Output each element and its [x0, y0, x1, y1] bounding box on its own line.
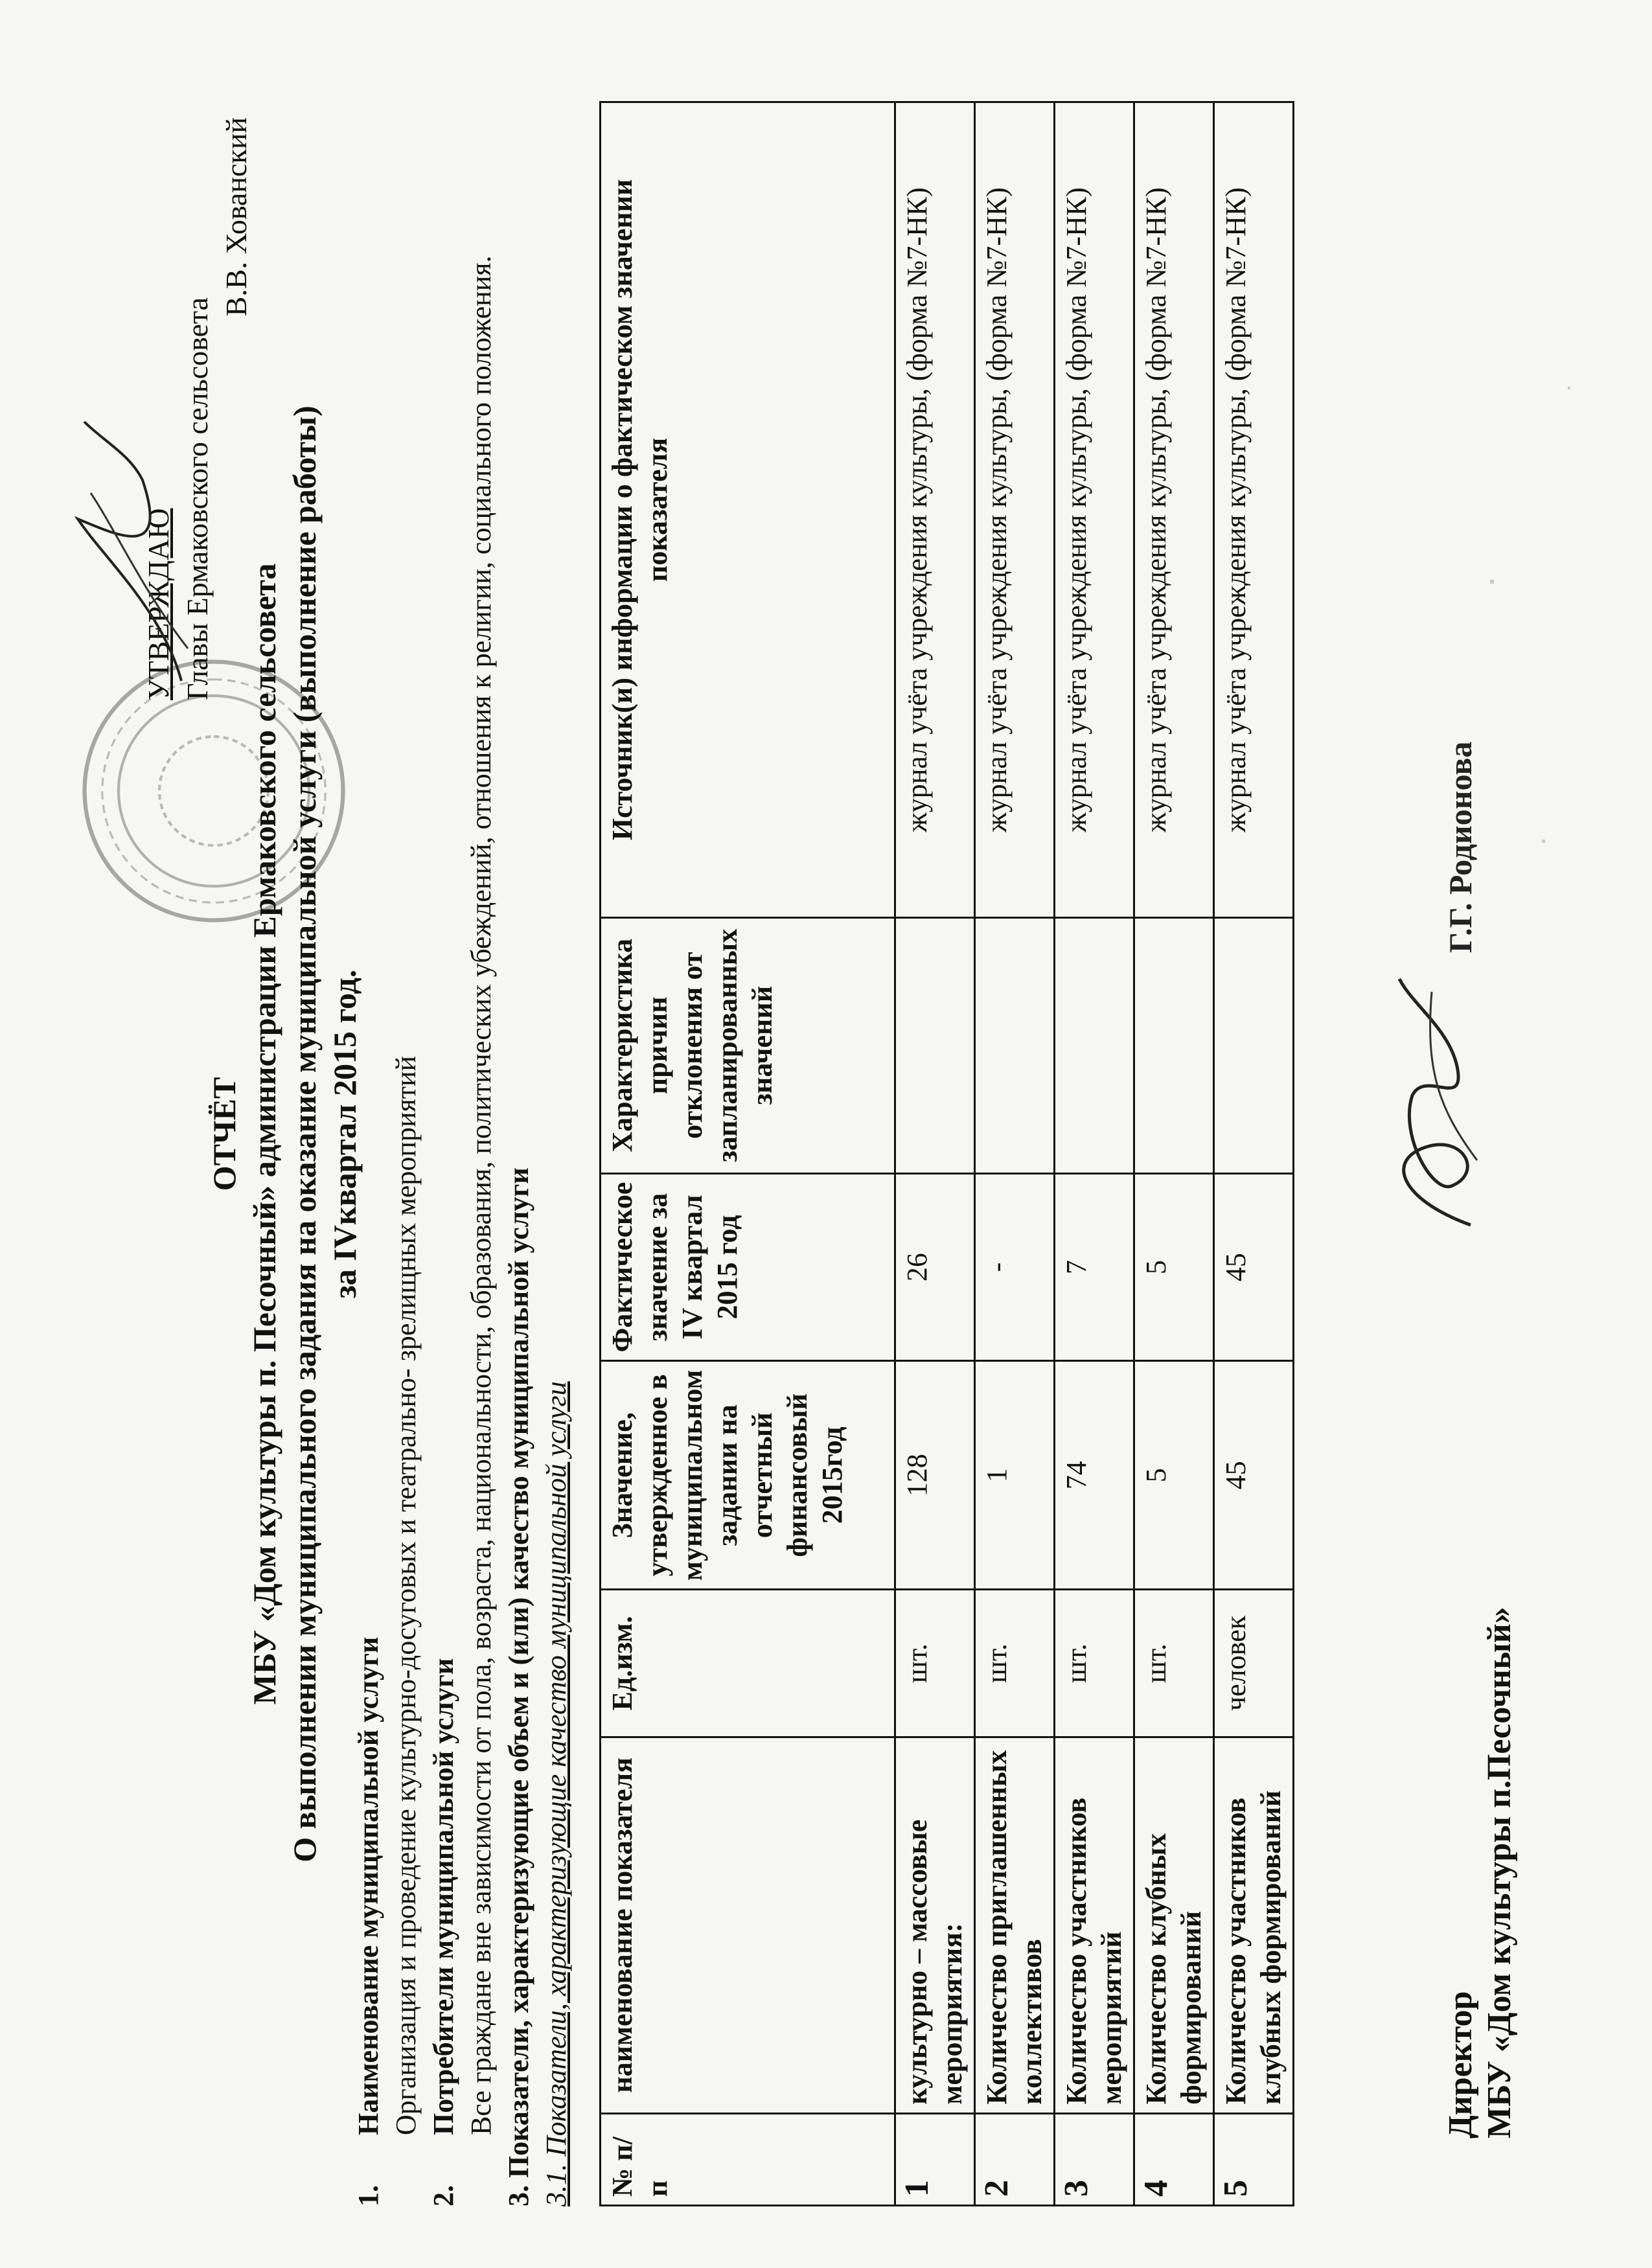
row-deviation — [1055, 917, 1134, 1173]
section-1-title: Наименование муниципальной услуги — [352, 1636, 384, 2135]
row-deviation — [1134, 917, 1214, 1173]
row-source: журнал учёта учреждения культуры, (форма №7-НК) — [895, 102, 975, 918]
table-row — [975, 102, 1055, 2206]
section-1-text: Организация и проведение культурно-досуговых и театрально- зрелищных мероприятий — [390, 1055, 422, 2135]
row-name: Количество приглашенных коллективов — [975, 1737, 1055, 2114]
header-unit: Ед.изм. — [601, 1590, 895, 1737]
header-deviation: Характеристика причин отклонения от запланированных значений — [601, 917, 895, 1173]
row-actual: - — [975, 1173, 1055, 1361]
row-unit: шт. — [1055, 1590, 1134, 1737]
approval-position: Главы Ермаковского сельсовета — [181, 297, 214, 700]
table-row — [895, 102, 975, 2206]
scan-speck — [1490, 580, 1494, 584]
scan-speck — [1568, 387, 1570, 389]
director-title: Директор — [1442, 1991, 1479, 2138]
section-1-number: 1. — [352, 2185, 384, 2206]
row-num: 5 — [1214, 2113, 1294, 2205]
row-source: журнал учёта учреждения культуры, (форма №7-НК) — [1214, 102, 1294, 918]
row-deviation — [975, 917, 1055, 1173]
section-2-text: Все граждане вне зависимости от пола, возраста, национальности, образования, политических убеждений, отношения к религии, социального положения. — [465, 255, 497, 2135]
period-title: за IVквартал 2015 год. — [327, 969, 363, 1299]
approval-signature-icon — [65, 415, 194, 687]
row-num: 1 — [895, 2113, 975, 2205]
approval-heading: УТВЕРЖДАЮ — [142, 508, 175, 700]
row-unit: шт. — [975, 1590, 1055, 1737]
row-actual: 7 — [1055, 1173, 1134, 1361]
row-approved: 74 — [1055, 1361, 1134, 1590]
section-2-title: Потребители муниципальной услуги — [428, 1658, 459, 2135]
row-name: Количество участников клубных формирований — [1214, 1737, 1294, 2114]
row-actual: 26 — [895, 1173, 975, 1361]
row-unit: шт. — [895, 1590, 975, 1737]
indicators-table — [599, 101, 1294, 2206]
subject-title: О выполнении муниципального задания на оказание муниципальной услуги (выполнение работы) — [286, 406, 323, 1862]
row-name: культурно – массовые мероприятия: — [895, 1737, 975, 2114]
row-source: журнал учёта учреждения культуры, (форма №7-НК) — [975, 102, 1055, 918]
section-2-number: 2. — [428, 2185, 459, 2206]
header-num: № п/п — [601, 2113, 895, 2205]
table-row — [1214, 102, 1294, 2206]
scan-speck — [1542, 840, 1545, 843]
section-3-subtitle: 3.1. Показатели, характеризующие качество муниципальной услуги — [540, 1381, 572, 2206]
director-org: МБУ «Дом культуры п.Песочный» — [1481, 1607, 1518, 2138]
row-actual: 5 — [1134, 1173, 1214, 1361]
row-approved: 5 — [1134, 1361, 1214, 1590]
row-unit: человек — [1214, 1590, 1294, 1737]
row-approved: 1 — [975, 1361, 1055, 1590]
row-deviation — [895, 917, 975, 1173]
row-approved: 45 — [1214, 1361, 1294, 1590]
row-source: журнал учёта учреждения культуры, (форма №7-НК) — [1055, 102, 1134, 918]
header-name: наименование показателя — [601, 1737, 895, 2114]
header-source: Источник(и) информации о фактическом значении показателя — [601, 102, 895, 918]
director-block — [1441, 1361, 1519, 2138]
row-num: 2 — [975, 2113, 1055, 2205]
director-signature-icon — [1373, 966, 1490, 1238]
row-name: Количество участников мероприятий — [1055, 1737, 1134, 2114]
row-name: Количество клубных формирований — [1134, 1737, 1214, 2114]
row-source: журнал учёта учреждения культуры, (форма №7-НК) — [1134, 102, 1214, 918]
director-name: Г.Г. Родионова — [1442, 741, 1478, 953]
table-row — [1134, 102, 1214, 2206]
header-approved: Значение, утвержденное в муниципальном задании на отчетный финансовый 2015год — [601, 1361, 895, 1590]
table-row — [1055, 102, 1134, 2206]
table-header-row — [601, 102, 895, 2206]
row-num: 4 — [1134, 2113, 1214, 2205]
row-unit: шт. — [1134, 1590, 1214, 1737]
org-title: МБУ «Дом культуры п. Песочный» администрации Ермаковского сельсовета — [246, 563, 282, 1705]
row-deviation — [1214, 917, 1294, 1173]
document-titles — [204, 0, 365, 2268]
row-approved: 128 — [895, 1361, 975, 1590]
sections — [350, 69, 575, 2206]
report-title: ОТЧЁТ — [206, 1077, 242, 1191]
row-num: 3 — [1055, 2113, 1134, 2205]
section-3-title: 3. Показатели, характеризующие объем и (или) качество муниципальной услуги — [503, 1167, 534, 2206]
header-actual: Фактическое значение за IV квартал 2015 год — [601, 1173, 895, 1361]
approval-signer: В.В. Хованский — [220, 117, 253, 317]
row-actual: 45 — [1214, 1173, 1294, 1361]
